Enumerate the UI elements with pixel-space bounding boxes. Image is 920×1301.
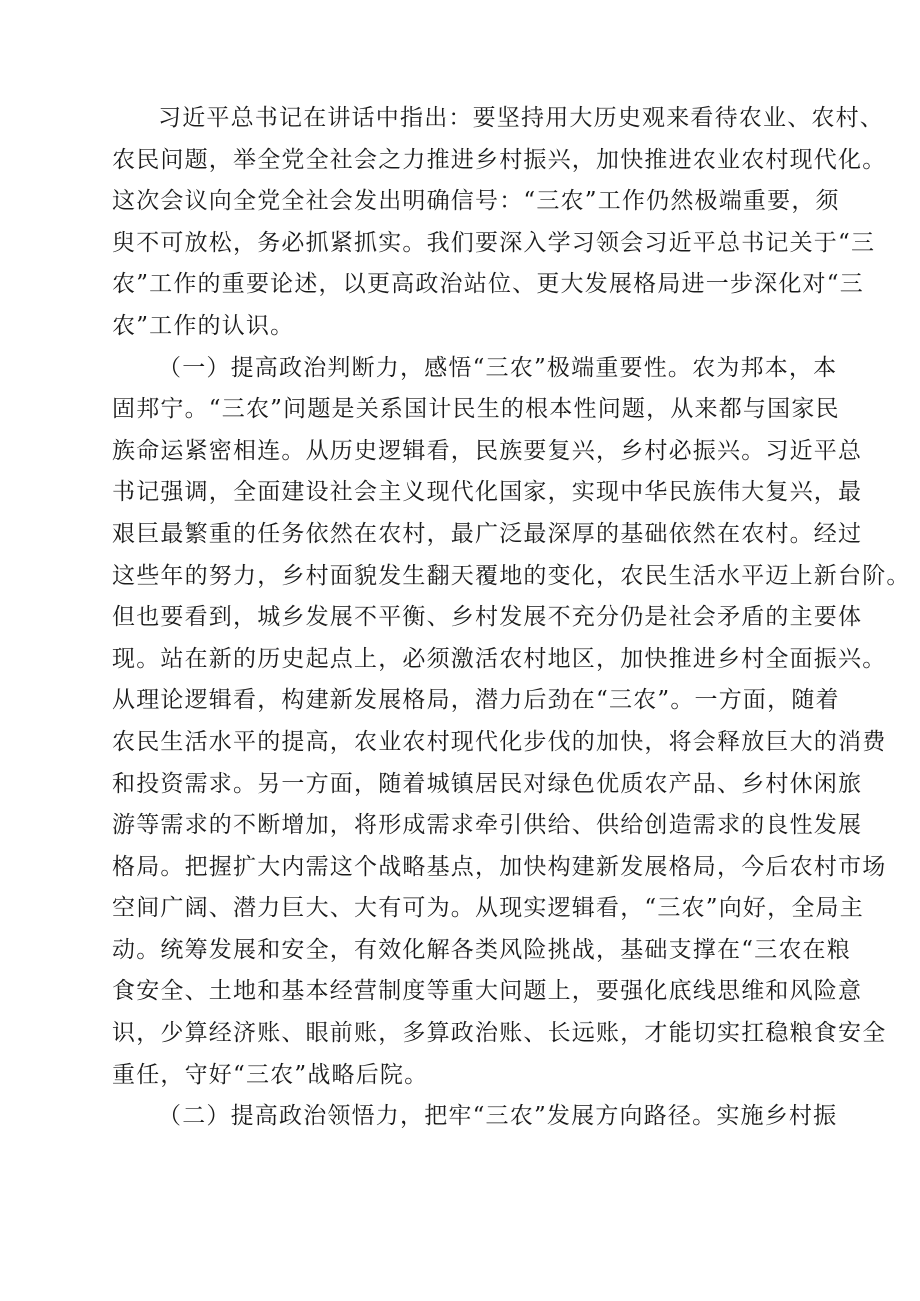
- text-line: 现。站在新的历史起点上，必须激活农村地区，加快推进乡村全面振兴。: [112, 645, 887, 672]
- text-line: 识，少算经济账、眼前账，多算政治账、长远账，才能切实扛稳粮食安全: [112, 1020, 887, 1047]
- text-line: 固邦宁。“三农”问题是关系国计民生的根本性问题，从来都与国家民: [112, 396, 840, 423]
- text-line: 农”工作的认识。: [112, 312, 295, 339]
- text-line: 动。统筹发展和安全，有效化解各类风险挑战，基础支撑在“三农在粮: [112, 936, 851, 963]
- paragraph-section-two: [112, 1096, 838, 1138]
- text-line: 农民生活水平的提高，农业农村现代化步伐的加快，将会释放巨大的消费: [112, 728, 887, 755]
- text-line: 格局。把握扩大内需这个战略基点，加快构建新发展格局，今后农村市场: [112, 853, 887, 880]
- text-line: 从理论逻辑看，构建新发展格局，潜力后劲在“三农”。一方面，随着: [112, 687, 840, 714]
- text-line: 农民问题，举全党全社会之力推进乡村振兴，加快推进农业农村现代化。: [112, 146, 887, 173]
- text-line: 空间广阔、潜力巨大、大有可为。从现实逻辑看，“三农”向好，全局主: [112, 895, 864, 922]
- text-line: 族命运紧密相连。从历史逻辑看，民族要复兴，乡村必振兴。习近平总: [112, 437, 863, 464]
- text-line: 和投资需求。另一方面，随着城镇居民对绿色优质农产品、乡村休闲旅: [112, 770, 863, 797]
- text-line: 这些年的努力，乡村面貌发生翻天覆地的变化，农民生活水平迈上新台阶。: [112, 562, 911, 589]
- paragraph-section-one: [112, 348, 911, 1097]
- text-line: 这次会议向全党全社会发出明确信号：“三农”工作仍然极端重要，须: [112, 188, 840, 215]
- text-line: 书记强调，全面建设社会主义现代化国家，实现中华民族伟大复兴，最: [112, 479, 863, 506]
- text-line: （二）提高政治领悟力，把牢“三农”发展方向路径。实施乡村振: [158, 1103, 838, 1130]
- text-line: 习近平总书记在讲话中指出：要坚持用大历史观来看待农业、农村、: [158, 105, 884, 131]
- text-line: 农”工作的重要论述，以更高政治站位、更大发展格局进一步深化对“三: [112, 271, 864, 298]
- text-line: 但也要看到，城乡发展不平衡、乡村发展不充分仍是社会矛盾的主要体: [112, 604, 863, 631]
- text-line: 臾不可放松，务必抓紧抓实。我们要深入学习领会习近平总书记关于“三: [112, 229, 876, 256]
- text-line: 重任，守好“三农”战略后院。: [112, 1061, 429, 1088]
- text-line: 游等需求的不断增加，将形成需求牵引供给、供给创造需求的良性发展: [112, 812, 863, 839]
- text-line: 食安全、土地和基本经营制度等重大问题上，要强化底线思维和风险意: [112, 978, 863, 1005]
- paragraph-intro: [112, 98, 887, 348]
- text-line: 艰巨最繁重的任务依然在农村，最广泛最深厚的基础依然在农村。经过: [112, 520, 863, 547]
- text-line: （一）提高政治判断力，感悟“三农”极端重要性。农为邦本，本: [158, 354, 838, 381]
- body-text: [112, 98, 911, 1138]
